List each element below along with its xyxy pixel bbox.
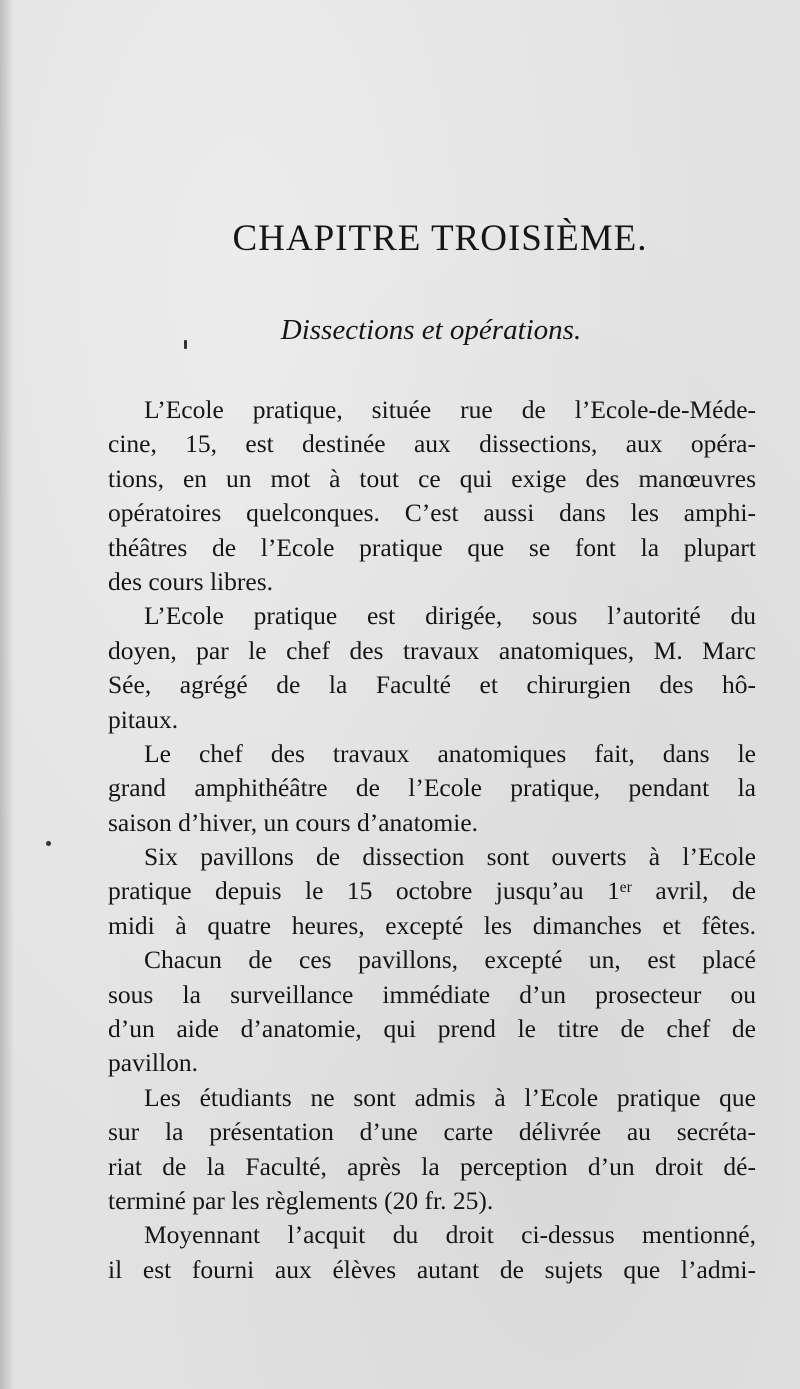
paragraph xyxy=(108,737,756,840)
page-gutter-shadow xyxy=(0,0,14,1389)
text-line: tions, en un mot à tout ce qui exige des manœuvres xyxy=(108,463,756,493)
text-line: sur la présentation d’une carte délivrée au secréta- xyxy=(108,1117,756,1147)
text-line: d’un aide d’anatomie, qui prend le titre de chef de xyxy=(108,1014,756,1044)
text-line: Six pavillons de dissection sont ouverts à l’Ecole xyxy=(144,842,756,872)
section-title: Dissections et opérations. xyxy=(280,314,582,346)
text-line: doyen, par le chef des travaux anatomiques, M. Marc xyxy=(108,635,756,665)
paragraph xyxy=(108,840,756,943)
text-line: terminé par les règlements (20 fr. 25). xyxy=(108,1185,494,1215)
text-line: riat de la Faculté, après la perception d’un droit dé- xyxy=(108,1151,756,1181)
ink-speck xyxy=(46,841,51,846)
text-line: cine, 15, est destinée aux dissections, aux opéra- xyxy=(108,429,756,459)
text-line: pavillon. xyxy=(108,1048,198,1078)
text-line: pratique depuis le 15 octobre jusqu’au 1ᵉʳ avril, de xyxy=(108,876,756,906)
text-line: Les étudiants ne sont admis à l’Ecole pratique que xyxy=(144,1082,756,1112)
paragraph xyxy=(108,1081,756,1219)
text-line: L’Ecole pratique, située rue de l’Ecole-de-Méde- xyxy=(144,395,756,424)
chapter-title: CHAPITRE TROISIÈME. xyxy=(232,218,648,259)
text-line: opératoires quelconques. C’est aussi dans les amphi- xyxy=(108,498,756,528)
text-line: il est fourni aux élèves autant de sujets que l’admi- xyxy=(108,1254,756,1284)
text-line: L’Ecole pratique est dirigée, sous l’autorité du xyxy=(144,601,756,631)
paragraph xyxy=(108,1218,756,1287)
paragraph xyxy=(108,599,756,737)
text-line: Chacun de ces pavillons, excepté un, est placé xyxy=(144,945,756,975)
body-text xyxy=(108,393,756,1287)
text-line: Sée, agrégé de la Faculté et chirurgien des hô- xyxy=(108,670,756,700)
text-line: grand amphithéâtre de l’Ecole pratique, pendant la xyxy=(108,773,756,803)
ink-speck xyxy=(184,340,187,349)
text-line: pitaux. xyxy=(108,704,179,734)
text-line: midi à quatre heures, excepté les dimanches et fêtes. xyxy=(108,910,756,940)
paragraph xyxy=(108,943,756,1081)
text-line: Le chef des travaux anatomiques fait, dans le xyxy=(144,738,756,768)
text-line: théâtres de l’Ecole pratique que se font la plupart xyxy=(108,532,756,562)
text-line: sous la surveillance immédiate d’un prosecteur ou xyxy=(108,979,756,1009)
paragraph xyxy=(108,393,756,599)
text-line: Moyennant l’acquit du droit ci-dessus mentionné, xyxy=(144,1220,756,1250)
text-line: saison d’hiver, un cours d’anatomie. xyxy=(108,807,479,837)
text-line: des cours libres. xyxy=(108,566,274,596)
